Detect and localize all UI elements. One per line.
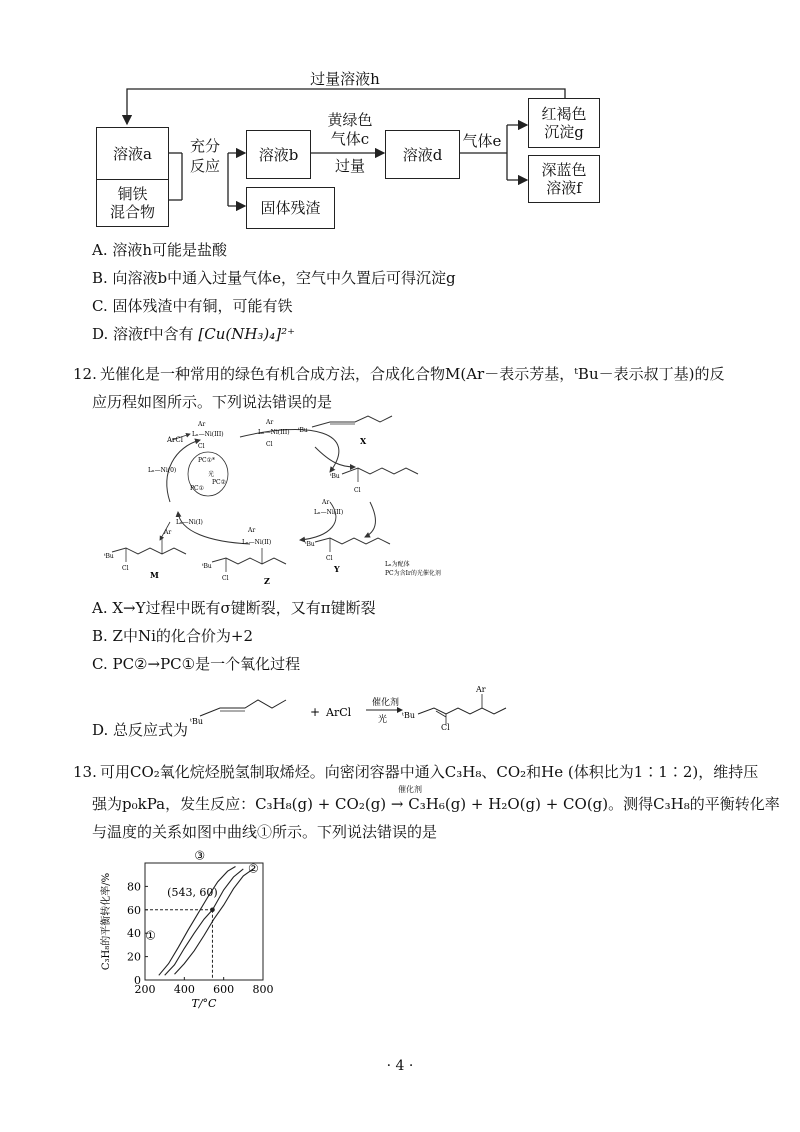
y-tick-label: 20 <box>127 950 141 964</box>
y-tick-label: 0 <box>134 974 141 987</box>
mech-ni-ii-2: Lₙ—Ni(II) <box>242 539 272 546</box>
mech-ar-3: Ar <box>322 499 330 506</box>
series-line-2 <box>175 869 254 974</box>
reaction-cl: Cl <box>441 723 450 732</box>
mech-cl-3: Cl <box>354 487 361 494</box>
mech-tbu-y: ᵗBu <box>305 541 315 548</box>
mech-ar-4: Ar <box>248 527 256 534</box>
reaction-tbu-1: ᵗBu <box>190 717 204 726</box>
mech-ni-iii: Lₙ—Ni(III) <box>192 431 224 438</box>
flow-box-solution-d: 溶液d <box>385 130 460 179</box>
mech-cl-z: Cl <box>222 575 229 582</box>
y-tick-label: 80 <box>127 880 141 894</box>
mech-tbu-x: ᵗBu <box>298 427 308 434</box>
mech-ar-m: Ar <box>164 529 172 536</box>
chart-frame <box>145 863 263 980</box>
mech-ni-i: Lₙ—Ni(I) <box>176 519 203 526</box>
q12-stem-line2: 应历程如图所示。下列说法错误的是 <box>92 393 333 411</box>
mech-ni-ii-1: Lₙ—Ni(II) <box>314 509 344 516</box>
q12-stem-line1: 光催化是一种常用的绿色有机合成方法，合成化合物M(Ar－表示芳基，ᵗBu－表示叔丁基)的反 <box>100 365 725 383</box>
mech-cl-2: Cl <box>266 441 273 448</box>
reaction-plus: + <box>310 705 321 719</box>
reaction-light: 光 <box>378 715 388 725</box>
point-annotation: (543, 60) <box>167 885 218 899</box>
mech-pc1-star: PC①* <box>198 457 216 464</box>
mech-ar-2: Ar <box>266 419 274 426</box>
mech-label-z: Z <box>264 576 270 586</box>
q12-option-d-text: D. 总反应式为 <box>92 721 189 739</box>
q13-stem-line1: 可用CO₂氧化烷烃脱氢制取烯烃。向密闭容器中通入C₃H₈、CO₂和He (体积比为1∶1∶2)，维持压 <box>100 763 759 781</box>
flow-box-solution-f: 深蓝色 溶液f <box>528 155 600 203</box>
conversion-chart-svg <box>95 845 275 1010</box>
q13-chart <box>95 845 275 1014</box>
reaction-ar: Ar <box>476 685 486 694</box>
flow-box-solid-residue: 固体残渣 <box>246 187 335 229</box>
y-tick-label: 60 <box>127 903 141 917</box>
q13-catalyst-label: 催化剂 <box>398 785 422 794</box>
flow-label-gas-c-2: 气体c <box>330 130 370 148</box>
page-number: · 4 · <box>386 1058 414 1074</box>
mech-ni-iii-b: Lₙ—Ni(III) <box>258 429 290 436</box>
flow-label-gas-c-1: 黄绿色 <box>327 111 373 129</box>
chart-marks <box>145 849 259 980</box>
mech-pc2: PC② <box>212 479 227 486</box>
mech-cl-y: Cl <box>326 555 333 562</box>
x-tick-label: 400 <box>173 983 195 996</box>
q11-option-d-formula: [Cu(NH₃)₄]²⁺ <box>198 325 296 343</box>
q12-option-c: C. PC②→PC①是一个氧化过程 <box>92 655 301 673</box>
x-tick-label: 200 <box>134 983 156 996</box>
x-axis-label: T/°C <box>191 997 217 1010</box>
mech-label-y: Y <box>334 564 340 574</box>
y-tick-label: 40 <box>127 927 141 941</box>
reaction-arcl: ArCl <box>326 706 352 719</box>
mech-note-1: Lₙ为配体 <box>385 561 410 568</box>
flow-label-gas-e: 气体e <box>462 132 502 150</box>
mech-tbu-1: ᵗBu <box>330 473 340 480</box>
overall-reaction-svg <box>190 680 530 730</box>
series-label-2: ② <box>247 861 259 876</box>
q11-option-d-text: D. 溶液f中含有 <box>92 325 194 343</box>
mech-tbu-m: ᵗBu <box>104 553 114 560</box>
q12-option-b: B. Z中Ni的化合价为+2 <box>92 627 254 645</box>
mech-label-x: X <box>360 436 367 446</box>
mech-note-2: PC为含Ir的光催化剂 <box>385 570 441 577</box>
q13-stem-line2: 强为p₀kPa，发生反应：C₃H₈(g) + CO₂(g) → C₃H₆(g) + H₂O(g) + CO(g)。测得C₃H₈的平衡转化率 <box>92 795 780 813</box>
reaction-tbu-2: ᵗBu <box>402 711 416 720</box>
q11-option-b: B. 向溶液b中通入过量气体e，空气中久置后可得沉淀g <box>92 269 456 287</box>
series-label-1: ① <box>145 928 156 943</box>
mech-pc1: PC① <box>190 485 205 492</box>
mech-light: 光 <box>208 471 215 478</box>
flow-box-cu-fe-mixture: 铜铁 混合物 <box>96 179 169 227</box>
q11-option-a: A. 溶液h可能是盐酸 <box>92 241 228 259</box>
mech-ni-0: Lₙ—Ni(0) <box>148 467 177 474</box>
mech-tbu-z: ᵗBu <box>202 563 212 570</box>
q11-option-c: C. 固体残渣中有铜，可能有铁 <box>92 297 293 315</box>
mech-cl-1: Cl <box>198 443 205 450</box>
flow-label-react-2: 反应 <box>189 157 220 175</box>
q11-option-d <box>92 324 295 344</box>
mech-cl-m: Cl <box>122 565 129 572</box>
mechanism-svg <box>104 412 470 587</box>
flow-label-h: 过量溶液h <box>310 70 380 88</box>
flow-box-solution-a: 溶液a <box>96 127 169 181</box>
flow-label-react-1: 充分 <box>189 137 220 155</box>
mech-arcl: ArCl <box>167 436 183 444</box>
x-tick-label: 800 <box>252 983 274 996</box>
series-line-3 <box>159 867 236 976</box>
flow-box-precipitate-g: 红褐色 沉淀g <box>528 98 600 148</box>
reaction-catalyst: 催化剂 <box>372 698 400 708</box>
mech-ar-1: Ar <box>198 421 206 428</box>
marked-point <box>210 908 215 913</box>
y-axis-label: C₃H₈的平衡转化率/% <box>101 872 112 971</box>
series-label-3: ③ <box>194 848 206 863</box>
flow-label-excess: 过量 <box>334 157 365 175</box>
q12-option-a: A. X→Y过程中既有σ键断裂，又有π键断裂 <box>92 599 376 617</box>
q12-number: 12. <box>73 365 97 383</box>
q13-stem-line3: 与温度的关系如图中曲线①所示。下列说法错误的是 <box>92 823 438 841</box>
flow-box-solution-b: 溶液b <box>246 130 311 179</box>
mech-label-m: M <box>150 570 159 580</box>
x-tick-label: 600 <box>213 983 235 996</box>
q13-number: 13. <box>73 763 97 781</box>
chart-series <box>159 867 253 976</box>
